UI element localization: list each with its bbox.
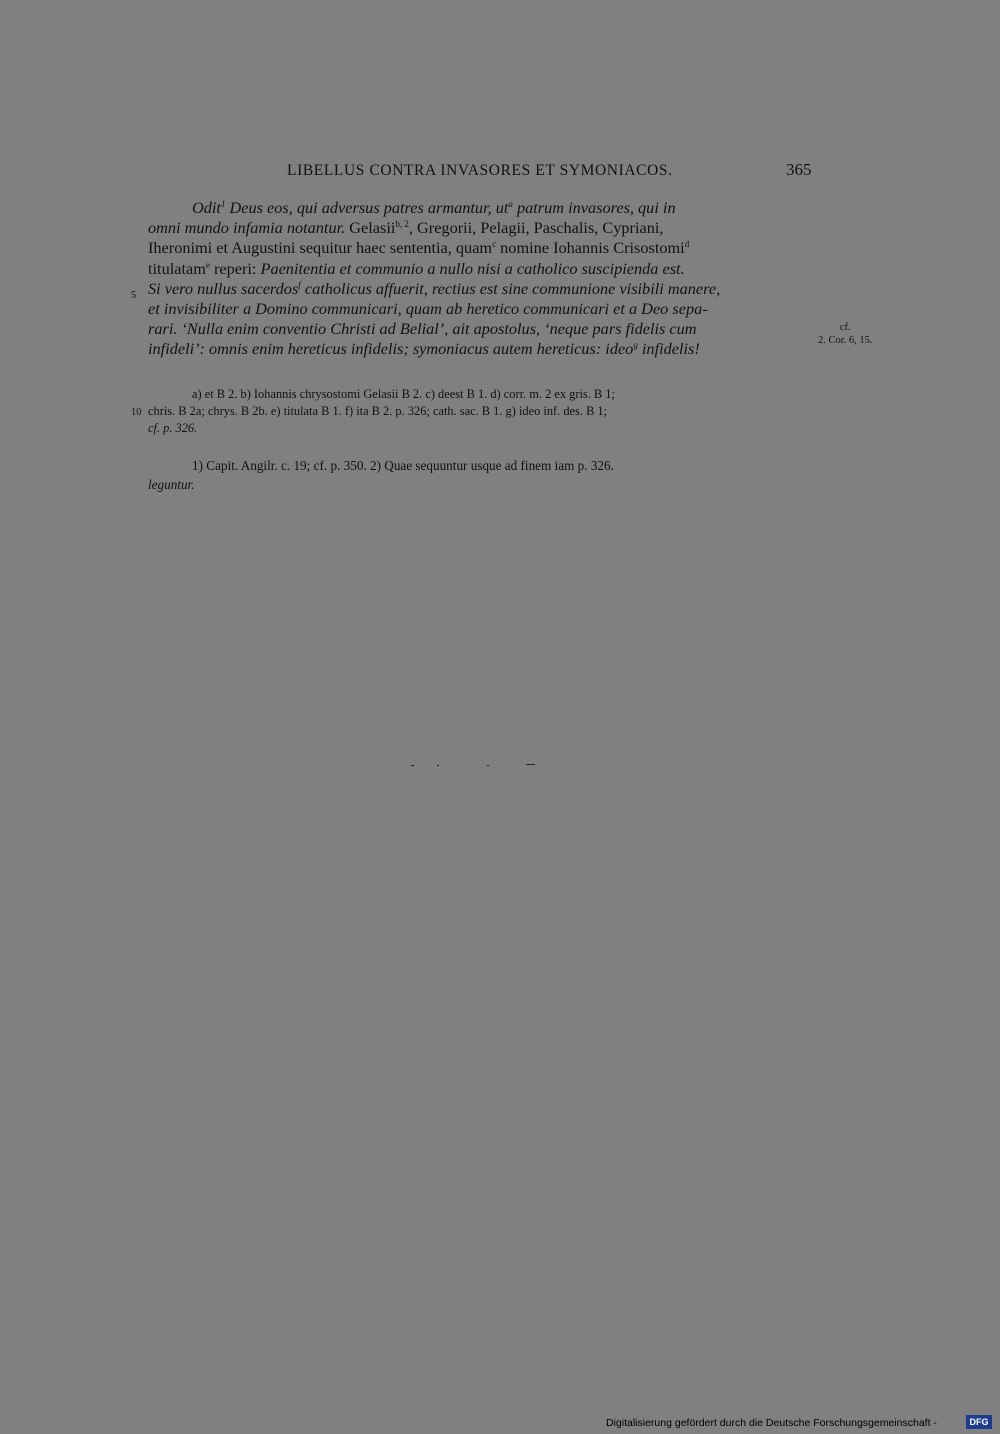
source-notes [148,456,813,494]
note-marker: e [205,259,210,270]
text-span: patrum invasores, qui in [512,198,676,217]
text-span: omni mundo infamia notantur. [148,218,346,238]
text-span [148,279,720,299]
text-span: 1) Capit. Angilr. c. 19; cf. p. 350. 2) Quae sequuntur usque ad finem iam p. 326. [192,458,614,473]
text-line [148,218,813,238]
note-marker: f [298,279,301,290]
text-line [148,319,813,339]
text-span: ait apostolus, [452,319,541,339]
text-span: leguntur. [148,477,195,492]
text-span [148,339,700,359]
note-marker: a [508,199,513,209]
note-marker: g [633,340,638,351]
scan-speck [487,765,489,766]
text-span: ‘neque pars fidelis cum [540,319,697,339]
text-line [148,238,813,258]
line-number-10: 10 [131,407,142,418]
text-span: titulatam [148,258,206,278]
text-span: cf. p. 326. [148,421,198,435]
critical-apparatus [148,386,813,437]
text-span: a) et B 2. b) Iohannis chrysostomi Gelasii B 2. c) deest B 1. d) corr. m. 2 ex gris. B 1; [192,387,615,401]
text-span: , Gregorii, Pelagii, Paschalis, Cypriani, [408,218,664,238]
text-span: Iheronimi et Augustini sequitur haec sententia, quam [148,238,493,258]
apparatus-line [148,386,813,403]
dfg-credit: Digitalisierung gefördert durch die Deutsche Forschungsgemeinschaft - [606,1417,937,1429]
text-span [148,319,697,339]
scan-speck [437,765,439,766]
text-line [148,279,813,299]
text-span: catholicus affuerit, rectius est sine communione visibili manere, [300,278,721,298]
main-text [148,198,813,360]
note-marker: b, 2 [395,219,409,230]
note-marker: c [492,239,497,250]
page-number: 365 [786,160,812,179]
apparatus-line [148,420,813,437]
margin-reference [818,321,873,347]
text-span [192,198,676,218]
text-span: infideli’: omnis enim hereticus infidelis; symoniacus autem hereticus: ideo [148,339,634,359]
text-span [148,259,685,279]
text-line [148,259,813,279]
text-span: reperi: [209,258,261,278]
text-span: infidelis! [637,339,700,359]
text-span: Odit [192,198,221,217]
dfg-logo-icon: DFG [966,1415,992,1429]
text-span: et invisibiliter a Domino communicari, quam ab heretico communicari et a Deo sepa- [148,298,708,318]
footnote-line [148,456,813,475]
text-line [148,339,813,359]
line-number-5: 5 [131,290,137,301]
text-span: Si vero nullus sacerdos [148,278,299,298]
scan-speck [411,765,414,766]
running-title: LIBELLUS CONTRA INVASORES ET SYMONIACOS. [287,162,673,179]
text-span: nomine Iohannis Crisostomi [496,238,685,258]
text-span: Deus eos, qui adversus patres armantur, ut [225,198,509,217]
text-line [148,299,813,319]
note-marker: d [684,239,690,250]
note-marker: 1 [220,199,226,209]
scan-speck [526,764,535,765]
text-span: Paenitentia et communio a nullo nisi a catholico suscipienda est. [260,258,685,278]
footnote-line [148,475,813,494]
text-span [148,218,663,238]
text-span: chris. B 2a; chrys. B 2b. e) titulata B 1. f) ita B 2. p. 326; cath. sac. B 1. g) ideo inf. des. B 1; [148,404,608,418]
margin-ref: 2. Cor. 6, 15. [818,335,873,346]
text-line [148,198,813,218]
text-span: Gelasii [345,218,396,238]
text-span: rari. ‘Nulla enim conventio Christi ad Belial’, [148,319,453,339]
apparatus-line [148,403,813,420]
text-span [148,238,689,258]
margin-cf: cf. [839,322,851,333]
